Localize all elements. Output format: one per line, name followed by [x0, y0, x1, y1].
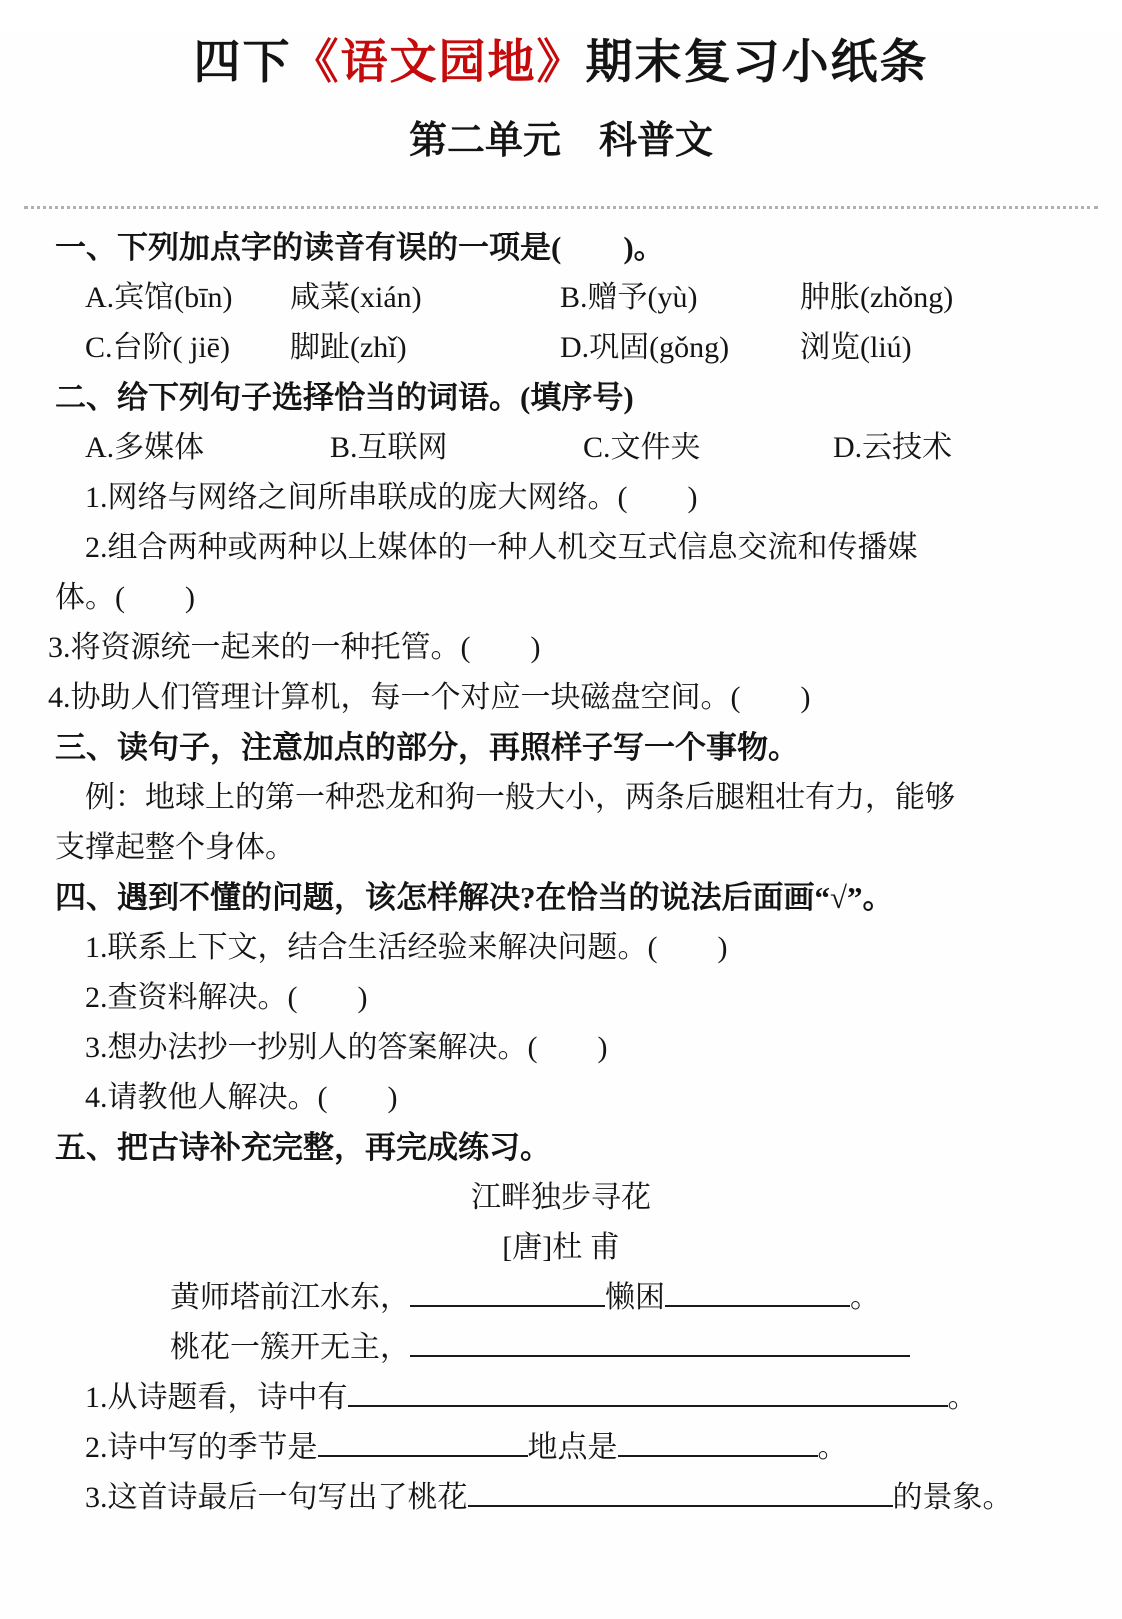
section4-item-2: 2.查资料解决。( )	[85, 981, 368, 1014]
section3-heading: 三、读句子，注意加点的部分，再照样子写一个事物。	[55, 730, 799, 765]
verse1-period: 。	[850, 1281, 880, 1314]
section5-question-2	[0, 1423, 1122, 1473]
answer-blank	[348, 1374, 948, 1408]
section2-heading: 二、给下列句子选择恰当的词语。(填序号)	[55, 380, 634, 415]
answer-blank	[618, 1424, 818, 1458]
q1-label: 1.从诗题看，诗中有	[85, 1381, 348, 1414]
worksheet-page	[0, 32, 1122, 1619]
word-option-b: B.互联网	[330, 431, 448, 464]
section4-item-4: 4.请教他人解决。( )	[85, 1081, 398, 1114]
section5-heading: 五、把古诗补充完整，再完成练习。	[55, 1130, 551, 1165]
answer-blank	[410, 1324, 910, 1358]
section2-item-3: 3.将资源统一起来的一种托管。( )	[48, 631, 541, 664]
worksheet-body	[0, 223, 1122, 1523]
section5-question-3	[0, 1473, 1122, 1523]
option-a-word2: 咸菜(xián)	[290, 281, 422, 314]
word-option-a: A.多媒体	[85, 431, 205, 464]
option-c-word1: C.台阶( jiē)	[85, 331, 230, 364]
section2-item-2-line2: 体。( )	[55, 581, 195, 614]
q2-period: 。	[817, 1431, 848, 1464]
q1-period: 。	[947, 1381, 978, 1414]
section2-item-4: 4.协助人们管理计算机，每一个对应一块磁盘空间。( )	[48, 681, 811, 714]
option-c-word2: 脚趾(zhǐ)	[290, 331, 407, 364]
title-suffix: 期末复习小纸条	[585, 37, 929, 89]
section2-item-1: 1.网络与网络之间所串联成的庞大网络。( )	[85, 481, 698, 514]
section1-options-row-cd	[0, 323, 1122, 373]
section4-heading: 四、遇到不懂的问题，该怎样解决?在恰当的说法后面画“√”。	[55, 880, 894, 915]
answer-blank	[468, 1474, 893, 1508]
title-highlight: 《语文园地》	[291, 37, 586, 89]
verse2-text: 桃花一簇开无主，	[170, 1331, 410, 1364]
poem-verse-2	[0, 1323, 1122, 1373]
option-d-word1: D.巩固(gǒng)	[560, 331, 730, 364]
q2-label-place: 地点是	[527, 1431, 618, 1464]
section3-example-line2: 支撑起整个身体。	[55, 831, 295, 864]
section5-question-1	[0, 1373, 1122, 1423]
q3-label: 3.这首诗最后一句写出了桃花	[85, 1481, 468, 1514]
dotted-divider	[24, 206, 1098, 209]
section4-item-3: 3.想办法抄一抄别人的答案解决。( )	[85, 1031, 608, 1064]
option-d-word2: 浏览(liú)	[800, 331, 912, 364]
title-prefix: 四下	[193, 37, 292, 89]
section1-heading: 一、下列加点字的读音有误的一项是( )。	[55, 230, 665, 265]
poem-verse-1	[0, 1273, 1122, 1323]
poem-title: 江畔独步寻花	[471, 1181, 651, 1214]
word-option-d: D.云技术	[833, 431, 953, 464]
option-b-word2: 肿胀(zhǒng)	[800, 281, 954, 314]
page-title	[0, 32, 1122, 94]
verse1-text: 黄师塔前江水东，	[170, 1281, 410, 1314]
answer-blank	[665, 1274, 850, 1308]
verse1-mid-text: 懒困	[605, 1281, 665, 1314]
q2-label-season: 2.诗中写的季节是	[85, 1431, 318, 1464]
section4-item-1: 1.联系上下文，结合生活经验来解决问题。( )	[85, 931, 728, 964]
option-a-word1: A.宾馆(bīn)	[85, 281, 233, 314]
answer-blank	[318, 1424, 528, 1458]
option-b-word1: B.赠予(yù)	[560, 281, 698, 314]
section3-example-line1: 例：地球上的第一种恐龙和狗一般大小，两条后腿粗壮有力，能够	[85, 781, 955, 814]
section1-options-row-ab	[0, 273, 1122, 323]
poem-author: [唐]杜 甫	[502, 1231, 620, 1264]
q3-suffix: 的景象。	[892, 1481, 1013, 1514]
word-option-c: C.文件夹	[583, 431, 701, 464]
section2-item-2-line1: 2.组合两种或两种以上媒体的一种人机交互式信息交流和传播媒	[85, 531, 918, 564]
answer-blank	[410, 1274, 605, 1308]
unit-subtitle: 第二单元 科普文	[408, 120, 713, 162]
section2-options-row	[0, 423, 1122, 473]
